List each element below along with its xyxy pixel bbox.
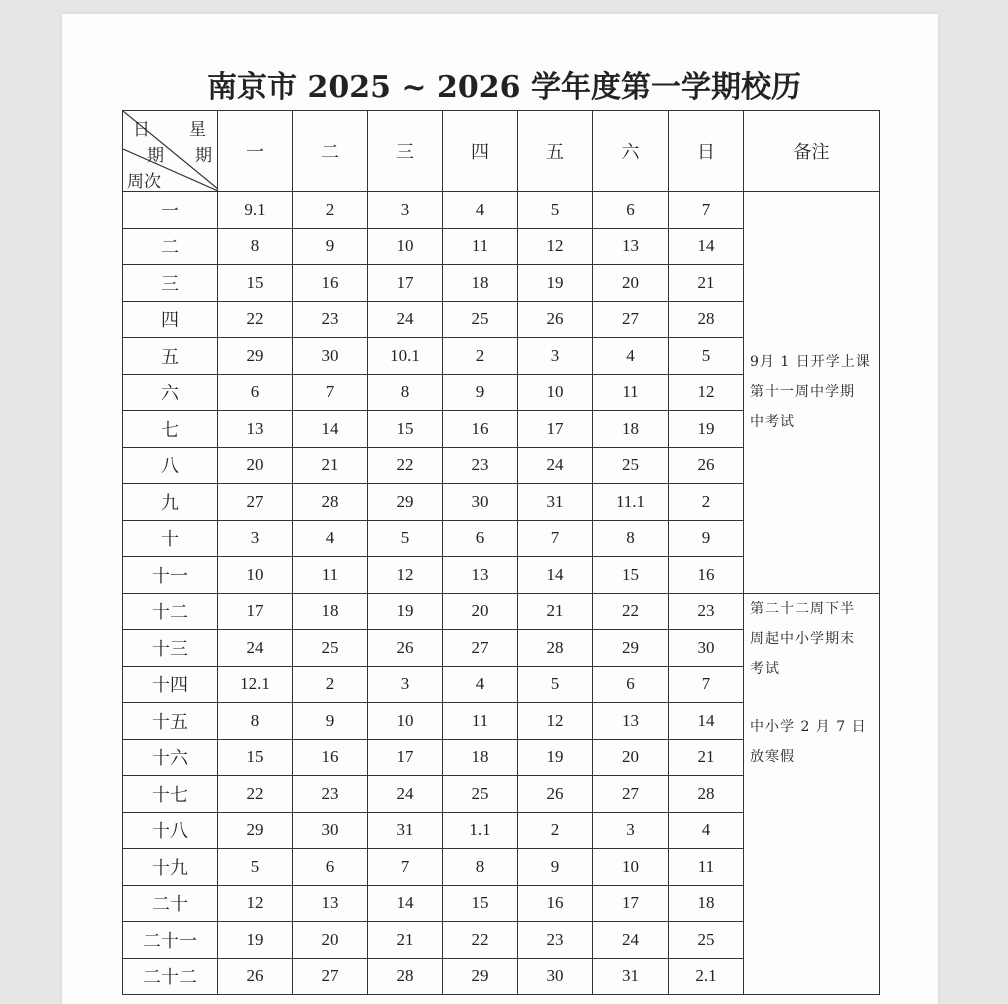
- date-cell: 27: [293, 958, 368, 995]
- corner-period-label-right: 期: [195, 146, 212, 166]
- date-cell: 23: [293, 301, 368, 338]
- date-cell: 10: [218, 557, 293, 594]
- week-number-cell: 十二: [123, 593, 218, 630]
- date-cell: 27: [593, 301, 669, 338]
- date-cell: 17: [518, 411, 593, 448]
- week-number-cell: 十四: [123, 666, 218, 703]
- date-cell: 3: [218, 520, 293, 557]
- date-cell: 23: [669, 593, 744, 630]
- date-cell: 21: [669, 739, 744, 776]
- date-cell: 10.1: [368, 338, 443, 375]
- date-cell: 9: [293, 703, 368, 740]
- date-cell: 8: [443, 849, 518, 886]
- date-cell: 11: [293, 557, 368, 594]
- date-cell: 4: [443, 192, 518, 229]
- date-cell: 3: [593, 812, 669, 849]
- note-line: [750, 684, 873, 712]
- weekday-header: 一: [218, 111, 293, 192]
- date-cell: 17: [593, 885, 669, 922]
- week-number-cell: 八: [123, 447, 218, 484]
- week-number-cell: 三: [123, 265, 218, 302]
- date-cell: 28: [669, 776, 744, 813]
- note-line: 第二十二周下半: [750, 600, 855, 617]
- date-cell: 14: [669, 703, 744, 740]
- date-cell: 25: [293, 630, 368, 667]
- week-number-cell: 十七: [123, 776, 218, 813]
- date-cell: 19: [368, 593, 443, 630]
- school-calendar-table: [122, 110, 880, 995]
- week-number-cell: 七: [123, 411, 218, 448]
- date-cell: 8: [218, 703, 293, 740]
- date-cell: 19: [518, 739, 593, 776]
- date-cell: 1.1: [443, 812, 518, 849]
- date-cell: 13: [218, 411, 293, 448]
- date-cell: 15: [593, 557, 669, 594]
- date-cell: 7: [293, 374, 368, 411]
- date-cell: 16: [518, 885, 593, 922]
- date-cell: 26: [518, 301, 593, 338]
- date-cell: 9: [518, 849, 593, 886]
- weekday-header: 五: [518, 111, 593, 192]
- date-cell: 26: [368, 630, 443, 667]
- date-cell: 21: [293, 447, 368, 484]
- corner-period-label-left: 期: [147, 146, 164, 166]
- date-cell: 15: [218, 265, 293, 302]
- date-cell: 14: [518, 557, 593, 594]
- date-cell: 29: [368, 484, 443, 521]
- date-cell: 4: [593, 338, 669, 375]
- date-cell: 13: [293, 885, 368, 922]
- date-cell: 4: [293, 520, 368, 557]
- week-number-cell: 十六: [123, 739, 218, 776]
- date-cell: 11: [443, 703, 518, 740]
- week-row: [123, 192, 880, 229]
- date-cell: 2: [293, 666, 368, 703]
- date-cell: 22: [443, 922, 518, 959]
- date-cell: 27: [218, 484, 293, 521]
- week-number-cell: 十八: [123, 812, 218, 849]
- date-cell: 18: [443, 739, 518, 776]
- date-cell: 22: [218, 776, 293, 813]
- date-cell: 17: [368, 739, 443, 776]
- week-number-cell: 十: [123, 520, 218, 557]
- date-cell: 30: [443, 484, 518, 521]
- date-cell: 7: [669, 666, 744, 703]
- date-cell: 6: [218, 374, 293, 411]
- date-cell: 24: [518, 447, 593, 484]
- date-cell: 11: [669, 849, 744, 886]
- date-cell: 21: [669, 265, 744, 302]
- date-cell: 20: [593, 265, 669, 302]
- date-cell: 5: [218, 849, 293, 886]
- date-cell: 30: [293, 812, 368, 849]
- date-cell: 22: [368, 447, 443, 484]
- date-cell: 19: [669, 411, 744, 448]
- date-cell: 28: [518, 630, 593, 667]
- date-cell: 21: [518, 593, 593, 630]
- date-cell: 25: [443, 301, 518, 338]
- corner-weekday-label: 星: [189, 120, 206, 140]
- week-number-cell: 二十二: [123, 958, 218, 995]
- week-number-cell: 二: [123, 228, 218, 265]
- date-cell: 20: [293, 922, 368, 959]
- date-cell: 9: [443, 374, 518, 411]
- corner-week-number-label: 周次: [127, 172, 161, 192]
- date-cell: 10: [593, 849, 669, 886]
- date-cell: 4: [669, 812, 744, 849]
- date-cell: 12: [669, 374, 744, 411]
- note-line: 放寒假: [750, 748, 795, 765]
- date-cell: 12: [218, 885, 293, 922]
- date-cell: 16: [293, 265, 368, 302]
- week-number-cell: 十三: [123, 630, 218, 667]
- date-cell: 26: [669, 447, 744, 484]
- date-cell: 8: [368, 374, 443, 411]
- date-cell: 6: [593, 192, 669, 229]
- date-cell: 12: [518, 228, 593, 265]
- date-cell: 18: [669, 885, 744, 922]
- date-cell: 26: [218, 958, 293, 995]
- date-cell: 5: [518, 192, 593, 229]
- date-cell: 23: [518, 922, 593, 959]
- date-cell: 13: [593, 228, 669, 265]
- date-cell: 6: [443, 520, 518, 557]
- date-cell: 11: [443, 228, 518, 265]
- header-row: [123, 111, 880, 192]
- week-row: [123, 593, 880, 630]
- date-cell: 9.1: [218, 192, 293, 229]
- date-cell: 10: [368, 228, 443, 265]
- date-cell: 30: [518, 958, 593, 995]
- date-cell: 7: [669, 192, 744, 229]
- note-line: 考试: [750, 660, 780, 677]
- notes-header: 备注: [744, 111, 880, 192]
- date-cell: 29: [443, 958, 518, 995]
- weekday-header: 四: [443, 111, 518, 192]
- date-cell: 28: [368, 958, 443, 995]
- date-cell: 20: [593, 739, 669, 776]
- date-cell: 30: [669, 630, 744, 667]
- date-cell: 26: [518, 776, 593, 813]
- date-cell: 27: [593, 776, 669, 813]
- date-cell: 25: [443, 776, 518, 813]
- date-cell: 4: [443, 666, 518, 703]
- week-number-cell: 十一: [123, 557, 218, 594]
- date-cell: 2: [518, 812, 593, 849]
- date-cell: 19: [518, 265, 593, 302]
- date-cell: 14: [368, 885, 443, 922]
- date-cell: 18: [593, 411, 669, 448]
- week-number-cell: 四: [123, 301, 218, 338]
- date-cell: 25: [593, 447, 669, 484]
- date-cell: 13: [593, 703, 669, 740]
- date-cell: 18: [443, 265, 518, 302]
- date-cell: 16: [443, 411, 518, 448]
- note-line: 周起中小学期末: [750, 630, 855, 647]
- date-cell: 2: [669, 484, 744, 521]
- date-cell: 29: [593, 630, 669, 667]
- date-cell: 12: [368, 557, 443, 594]
- date-cell: 16: [669, 557, 744, 594]
- date-cell: 31: [518, 484, 593, 521]
- date-cell: 14: [293, 411, 368, 448]
- date-cell: 23: [443, 447, 518, 484]
- weekday-header: 二: [293, 111, 368, 192]
- date-cell: 8: [218, 228, 293, 265]
- note-line: 中小学 2 月 7 日: [750, 718, 867, 735]
- date-cell: 24: [368, 776, 443, 813]
- week-number-cell: 九: [123, 484, 218, 521]
- note-line: 9月 1 日开学上课: [750, 354, 871, 371]
- date-cell: 12.1: [218, 666, 293, 703]
- week-number-cell: 二十: [123, 885, 218, 922]
- date-cell: 10: [368, 703, 443, 740]
- date-cell: 29: [218, 812, 293, 849]
- date-cell: 20: [218, 447, 293, 484]
- date-cell: 2: [293, 192, 368, 229]
- date-cell: 28: [293, 484, 368, 521]
- date-cell: 20: [443, 593, 518, 630]
- date-cell: 7: [368, 849, 443, 886]
- date-cell: 28: [669, 301, 744, 338]
- note-line: 第十一周中学期: [750, 384, 855, 401]
- date-cell: 30: [293, 338, 368, 375]
- date-cell: 14: [669, 228, 744, 265]
- date-cell: 7: [518, 520, 593, 557]
- date-cell: 5: [368, 520, 443, 557]
- date-cell: 17: [368, 265, 443, 302]
- date-cell: 5: [518, 666, 593, 703]
- date-cell: 19: [218, 922, 293, 959]
- corner-day-label: 日: [133, 120, 150, 140]
- notes-cell: [744, 192, 880, 594]
- date-cell: 22: [218, 301, 293, 338]
- date-cell: 2: [443, 338, 518, 375]
- date-cell: 11.1: [593, 484, 669, 521]
- week-number-cell: 十九: [123, 849, 218, 886]
- date-cell: 31: [368, 812, 443, 849]
- week-number-cell: 十五: [123, 703, 218, 740]
- page-title: 南京市 2025 ~ 2026 学年度第一学期校历: [207, 70, 801, 105]
- notes-cell: [744, 593, 880, 995]
- date-cell: 3: [368, 192, 443, 229]
- date-cell: 29: [218, 338, 293, 375]
- week-number-cell: 一: [123, 192, 218, 229]
- date-cell: 23: [293, 776, 368, 813]
- date-cell: 10: [518, 374, 593, 411]
- date-cell: 27: [443, 630, 518, 667]
- date-cell: 2.1: [669, 958, 744, 995]
- weekday-header: 日: [669, 111, 744, 192]
- date-cell: 12: [518, 703, 593, 740]
- week-number-cell: 二十一: [123, 922, 218, 959]
- weekday-header: 六: [593, 111, 669, 192]
- date-cell: 3: [368, 666, 443, 703]
- date-cell: 25: [669, 922, 744, 959]
- date-cell: 16: [293, 739, 368, 776]
- date-cell: 24: [368, 301, 443, 338]
- date-cell: 15: [443, 885, 518, 922]
- week-number-cell: 五: [123, 338, 218, 375]
- weekday-header: 三: [368, 111, 443, 192]
- date-cell: 6: [593, 666, 669, 703]
- note-line: 中考试: [750, 414, 795, 431]
- date-cell: 22: [593, 593, 669, 630]
- date-cell: 5: [669, 338, 744, 375]
- corner-header: [123, 111, 218, 192]
- date-cell: 11: [593, 374, 669, 411]
- date-cell: 24: [218, 630, 293, 667]
- date-cell: 6: [293, 849, 368, 886]
- date-cell: 8: [593, 520, 669, 557]
- date-cell: 13: [443, 557, 518, 594]
- date-cell: 15: [368, 411, 443, 448]
- date-cell: 9: [293, 228, 368, 265]
- date-cell: 24: [593, 922, 669, 959]
- date-cell: 3: [518, 338, 593, 375]
- date-cell: 15: [218, 739, 293, 776]
- week-number-cell: 六: [123, 374, 218, 411]
- date-cell: 21: [368, 922, 443, 959]
- date-cell: 31: [593, 958, 669, 995]
- date-cell: 18: [293, 593, 368, 630]
- date-cell: 17: [218, 593, 293, 630]
- date-cell: 9: [669, 520, 744, 557]
